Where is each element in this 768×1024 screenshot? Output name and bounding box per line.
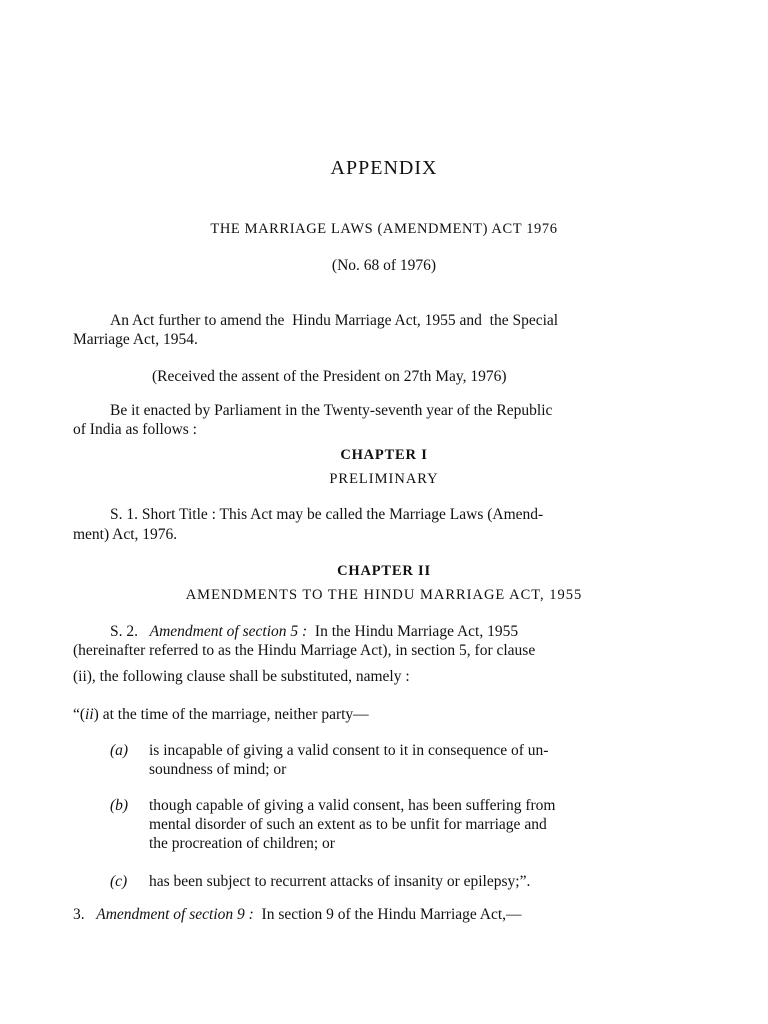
chapter-2-name: AMENDMENTS TO THE HINDU MARRIAGE ACT, 1955 [185,587,583,603]
sub-clause-b-line-2: mental disorder of such an extent as to be unfit for marriage and [149,816,547,833]
clause-ii: “(ii) at the time of the marriage, neither party— [73,706,369,723]
section-2-line-1 [110,622,518,642]
section-2-line-3: (ii), the following clause shall be substituted, namely : [73,668,410,685]
sub-clause-a-line-2: soundness of mind; or [149,761,287,778]
chapter-1-label: CHAPTER I [340,447,428,463]
enacting-line-1: Be it enacted by Parliament in the Twenty-seventh year of the Republic [110,402,553,419]
section-3-number: 3. [73,906,85,923]
section-2-marginal-note: Amendment of section 5 : [149,623,308,640]
section-2-number: S. 2. [110,623,138,640]
sub-clause-a-line-1: is incapable of giving a valid consent to it in consequence of un- [149,742,549,759]
sub-clause-c-label: (c) [110,873,128,890]
long-title-line-2: Marriage Act, 1954. [73,331,198,348]
sub-clause-b-line-3: the procreation of children; or [149,835,335,852]
chapter-2-label: CHAPTER II [337,563,431,579]
assent-note: (Received the assent of the President on 27th May, 1976) [152,368,507,385]
section-3-text: In section 9 of the Hindu Marriage Act,— [261,906,522,923]
section-2-line-2: (hereinafter referred to as the Hindu Marriage Act), in section 5, for clause [73,642,536,659]
page-heading: APPENDIX [330,157,438,179]
section-1-line-2: ment) Act, 1976. [73,526,178,543]
sub-clause-b-line-1: though capable of giving a valid consent, has been suffering from [149,797,556,814]
section-2-text: In the Hindu Marriage Act, 1955 [314,623,519,640]
section-3-line [73,905,522,925]
act-number: (No. 68 of 1976) [331,257,437,274]
section-3-marginal-note: Amendment of section 9 : [96,906,254,923]
enacting-line-2: of India as follows : [73,421,197,438]
act-title: THE MARRIAGE LAWS (AMENDMENT) ACT 1976 [210,221,558,237]
chapter-1-name: PRELIMINARY [329,471,439,487]
sub-clause-c-text: has been subject to recurrent attacks of insanity or epilepsy;”. [149,873,531,890]
sub-clause-a-label: (a) [110,742,129,759]
sub-clause-b-label: (b) [110,797,129,814]
section-1-line-1: S. 1. Short Title : This Act may be called the Marriage Laws (Amend- [110,506,544,523]
long-title-line-1: An Act further to amend the Hindu Marriage Act, 1955 and the Special [110,312,559,329]
